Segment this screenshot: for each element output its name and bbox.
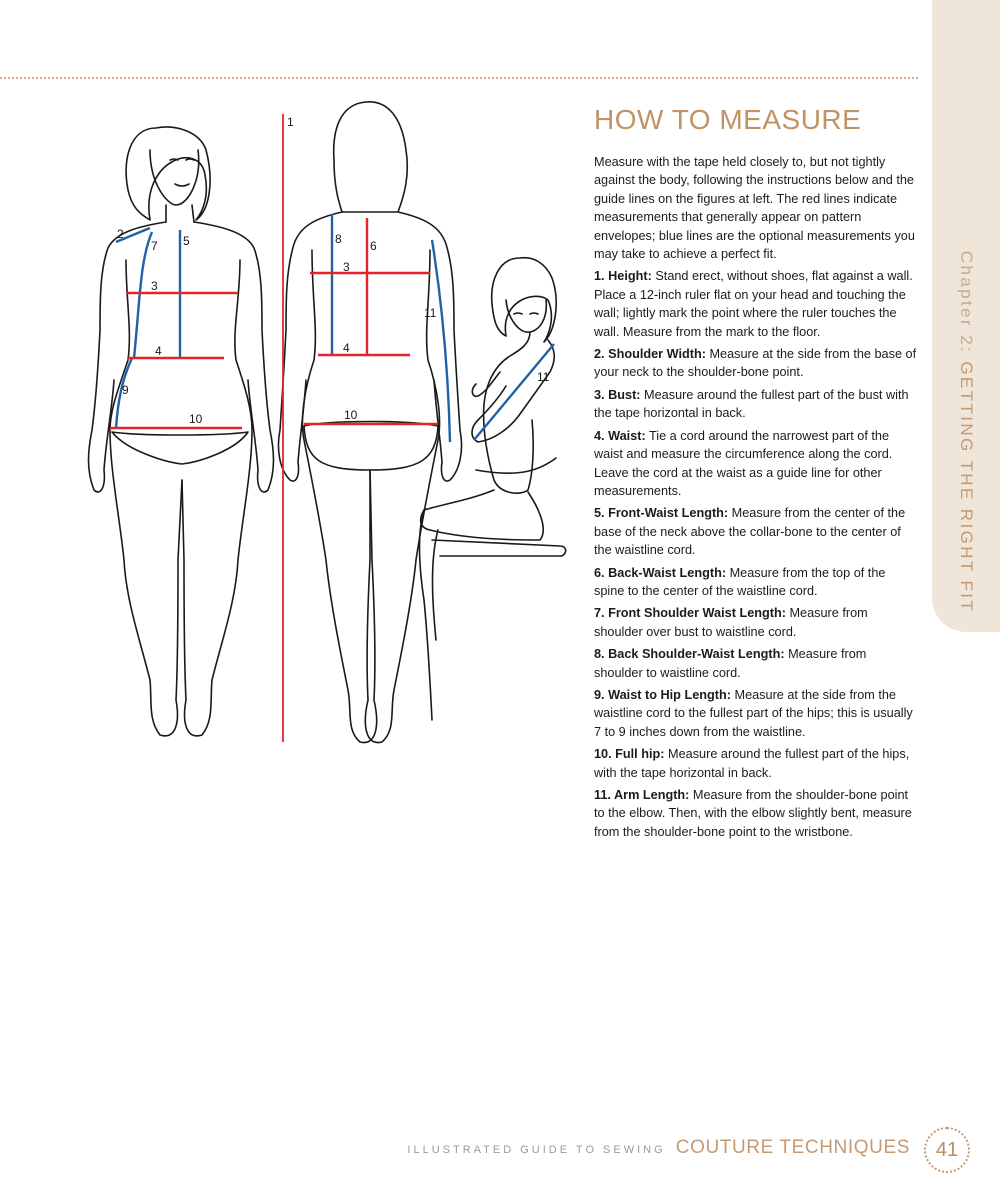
seated-figure bbox=[420, 258, 566, 720]
chapter-tab-label bbox=[956, 251, 976, 613]
intro-paragraph: Measure with the tape held closely to, but not tightly against the body, following the instructions below and the guide lines on the figures at left. The red lines indicate measurements that generally appear on pattern envelopes; blue lines are the optional measurements you may take to achieve a perfect fit. bbox=[594, 155, 915, 262]
measurement-term: 9. Waist to Hip Length: bbox=[594, 687, 731, 702]
measurement-term: 10. Full hip: bbox=[594, 747, 665, 762]
measurement-term: 2. Shoulder Width: bbox=[594, 347, 706, 362]
measurement-term: 7. Front Shoulder Waist Length: bbox=[594, 606, 786, 621]
measurement-text: Tie a cord around the narrowest part of the waist and measure the circumference along the cord. Leave the cord at the waist as a guide line for other measurements. bbox=[594, 428, 893, 498]
front-label-4: 4 bbox=[155, 344, 162, 358]
measurement-text: Measure around the fullest part of the bust with the tape horizontal in back. bbox=[594, 387, 909, 421]
measurement-text: Measure at the side from the base of your neck to the shoulder-bone point. bbox=[594, 347, 917, 380]
running-footer bbox=[407, 1137, 910, 1159]
measurement-text: Measure at the side from the waistline cord to the fullest part of the hips; this is usually 7 to 9 inches down from the waistline. bbox=[594, 687, 913, 739]
measurement-term: 5. Front-Waist Length: bbox=[594, 506, 729, 521]
measurement-item bbox=[594, 504, 918, 559]
chapter-number: Chapter 2: bbox=[957, 250, 976, 355]
top-dotted-rule bbox=[0, 77, 918, 79]
back-label-3: 3 bbox=[343, 260, 350, 274]
measure-instructions bbox=[594, 153, 918, 845]
measurement-term: 8. Back Shoulder-Waist Length: bbox=[594, 647, 785, 662]
back-label-4: 4 bbox=[343, 341, 350, 355]
measurement-item bbox=[594, 564, 918, 601]
measurement-item bbox=[594, 745, 918, 782]
measurement-item bbox=[594, 645, 918, 682]
back-label-11: 11 bbox=[424, 306, 437, 320]
measurement-item bbox=[594, 427, 918, 501]
back-arm-length-line bbox=[432, 240, 450, 442]
back-label-10: 10 bbox=[344, 408, 358, 422]
measurement-text: Measure from shoulder over bust to waistline cord. bbox=[594, 606, 868, 639]
front-label-3: 3 bbox=[151, 279, 158, 293]
back-label-1: 1 bbox=[287, 115, 294, 129]
front-label-7: 7 bbox=[151, 239, 158, 253]
measurement-term: 6. Back-Waist Length: bbox=[594, 565, 727, 580]
measurement-text: Measure from the shoulder-bone point to the elbow. Then, with the elbow slightly bent, measure from the shoulder-bone point to the wristbone. bbox=[594, 788, 912, 839]
chapter-title: GETTING THE RIGHT FIT bbox=[957, 361, 976, 614]
measurement-text: Measure from shoulder to waistline cord. bbox=[594, 647, 867, 680]
measurement-term: 4. Waist: bbox=[594, 428, 646, 443]
measurement-item bbox=[594, 786, 918, 841]
front-shoulder-waist-line bbox=[134, 232, 152, 358]
measurement-term: 11. Arm Length: bbox=[594, 788, 690, 802]
measurement-text: Measure around the fullest part of the hips, with the tape horizontal in back. bbox=[594, 747, 910, 780]
footer-book-title: COUTURE TECHNIQUES bbox=[675, 1137, 910, 1158]
measurement-text: Measure from the center of the base of the neck above the collar-bone to the center of the waistline cord. bbox=[594, 506, 906, 558]
measurement-item bbox=[594, 604, 918, 641]
front-label-9: 9 bbox=[122, 383, 129, 397]
seated-label-11: 11 bbox=[537, 370, 550, 384]
measurement-item bbox=[594, 686, 918, 741]
page-number: 41 bbox=[924, 1127, 970, 1173]
measurement-text: Measure from the top of the spine to the center of the waistline cord. bbox=[594, 565, 886, 598]
back-label-6: 6 bbox=[370, 239, 377, 253]
footer-series-title: ILLUSTRATED GUIDE TO SEWING bbox=[407, 1144, 666, 1156]
measurement-item bbox=[594, 267, 918, 341]
front-label-10: 10 bbox=[189, 412, 203, 426]
front-label-5: 5 bbox=[183, 234, 190, 248]
front-figure bbox=[89, 127, 274, 736]
back-figure bbox=[278, 102, 461, 743]
measurement-term: 1. Height: bbox=[594, 269, 652, 284]
page-heading: HOW TO MEASURE bbox=[594, 104, 862, 135]
measurement-text: Stand erect, without shoes, flat against a wall. Place a 12-inch ruler flat on your head and touching the wall; lightly mark the point where the ruler touches the wall. Measure from the mark to the floor. bbox=[594, 269, 913, 339]
measurement-item bbox=[594, 345, 918, 382]
measurement-figures-illustration bbox=[0, 100, 580, 760]
measurement-term: 3. Bust: bbox=[594, 387, 641, 402]
front-label-2: 2 bbox=[117, 227, 124, 241]
measurement-item bbox=[594, 386, 918, 423]
back-label-8: 8 bbox=[335, 232, 342, 246]
